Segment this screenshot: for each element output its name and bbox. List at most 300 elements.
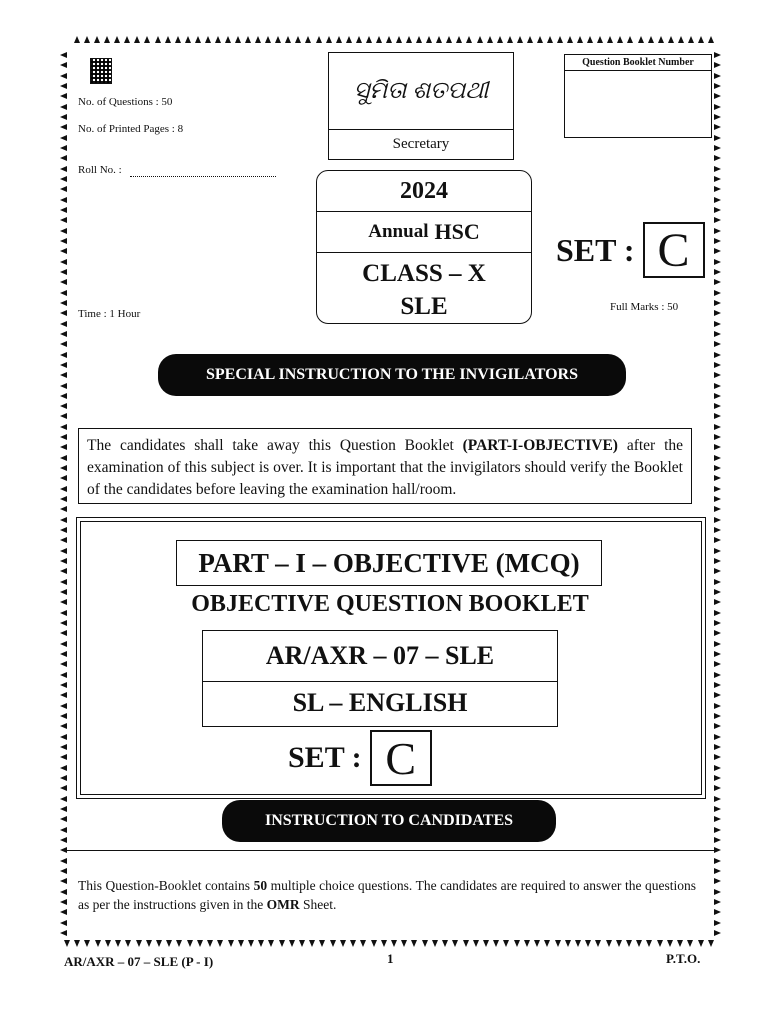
border-triangle <box>309 940 315 947</box>
border-triangle <box>585 940 591 947</box>
border-triangle <box>714 579 721 585</box>
border-triangle <box>60 403 67 409</box>
divider <box>62 850 714 851</box>
roll-no-field[interactable] <box>130 176 276 177</box>
border-triangle <box>714 506 721 512</box>
border-triangle <box>714 599 721 605</box>
border-triangle <box>714 155 721 161</box>
border-triangle <box>708 36 714 43</box>
border-triangle <box>60 806 67 812</box>
border-triangle <box>714 207 721 213</box>
border-triangle <box>60 259 67 265</box>
border-triangle <box>714 713 721 719</box>
set-letter: C <box>643 222 705 278</box>
border-triangle <box>503 940 509 947</box>
border-triangle <box>350 940 356 947</box>
border-triangle <box>330 940 336 947</box>
border-triangle <box>534 940 540 947</box>
border-triangle <box>60 83 67 89</box>
border-triangle <box>483 940 489 947</box>
border-triangle <box>714 558 721 564</box>
question-booklet-number-box[interactable] <box>564 54 712 138</box>
border-triangle <box>165 36 171 43</box>
border-triangle <box>248 940 254 947</box>
border-triangle <box>60 217 67 223</box>
border-triangle <box>714 52 721 58</box>
border-triangle <box>616 940 622 947</box>
border-triangle <box>714 310 721 316</box>
border-triangle <box>401 940 407 947</box>
border-triangle <box>60 506 67 512</box>
border-triangle <box>386 36 392 43</box>
border-triangle <box>422 940 428 947</box>
border-triangle <box>714 93 721 99</box>
border-triangle <box>60 868 67 874</box>
border-triangle <box>60 465 67 471</box>
border-triangle <box>575 940 581 947</box>
bottom-border-triangles <box>64 940 714 948</box>
border-triangle <box>238 940 244 947</box>
border-triangle <box>497 36 503 43</box>
border-triangle <box>371 940 377 947</box>
border-triangle <box>60 837 67 843</box>
border-triangle <box>648 36 654 43</box>
border-triangle <box>60 176 67 182</box>
border-triangle <box>60 713 67 719</box>
border-triangle <box>60 52 67 58</box>
border-triangle <box>60 599 67 605</box>
border-triangle <box>60 135 67 141</box>
border-triangle <box>255 36 261 43</box>
border-triangle <box>714 166 721 172</box>
border-triangle <box>295 36 301 43</box>
border-triangle <box>714 754 721 760</box>
border-triangle <box>677 940 683 947</box>
border-triangle <box>60 331 67 337</box>
border-triangle <box>60 889 67 895</box>
border-triangle <box>60 424 67 430</box>
border-triangle <box>175 36 181 43</box>
border-triangle <box>567 36 573 43</box>
border-triangle <box>360 940 366 947</box>
border-triangle <box>714 703 721 709</box>
border-triangle <box>463 940 469 947</box>
border-triangle <box>527 36 533 43</box>
border-triangle <box>714 692 721 698</box>
border-triangle <box>714 517 721 523</box>
border-triangle <box>587 36 593 43</box>
border-triangle <box>155 36 161 43</box>
border-triangle <box>136 940 142 947</box>
border-triangle <box>714 124 721 130</box>
border-triangle <box>477 36 483 43</box>
border-triangle <box>456 36 462 43</box>
border-triangle <box>60 279 67 285</box>
border-triangle <box>60 672 67 678</box>
question-booklet-number-label: Question Booklet Number <box>565 55 711 71</box>
border-triangle <box>60 434 67 440</box>
border-triangle <box>714 589 721 595</box>
border-triangle <box>268 940 274 947</box>
border-triangle <box>714 909 721 915</box>
border-triangle <box>356 36 362 43</box>
border-triangle <box>714 424 721 430</box>
border-triangle <box>60 197 67 203</box>
border-triangle <box>245 36 251 43</box>
border-triangle <box>714 300 721 306</box>
border-triangle <box>60 248 67 254</box>
border-triangle <box>60 352 67 358</box>
border-triangle <box>104 36 110 43</box>
border-triangle <box>74 36 80 43</box>
border-triangle <box>714 858 721 864</box>
border-triangle <box>714 62 721 68</box>
border-triangle <box>60 796 67 802</box>
border-triangle <box>60 568 67 574</box>
border-triangle <box>60 548 67 554</box>
border-triangle <box>714 114 721 120</box>
border-triangle <box>714 930 721 936</box>
time-label: Time : 1 Hour <box>78 308 141 320</box>
border-triangle <box>714 847 721 853</box>
border-triangle <box>657 940 663 947</box>
border-triangle <box>146 940 152 947</box>
border-triangle <box>336 36 342 43</box>
border-triangle <box>285 36 291 43</box>
border-triangle <box>714 290 721 296</box>
border-triangle <box>714 228 721 234</box>
border-triangle <box>64 940 70 947</box>
border-triangle <box>156 940 162 947</box>
border-triangle <box>507 36 513 43</box>
border-triangle <box>547 36 553 43</box>
border-triangle <box>60 641 67 647</box>
border-triangle <box>714 383 721 389</box>
border-triangle <box>124 36 130 43</box>
border-triangle <box>60 62 67 68</box>
border-triangle <box>714 73 721 79</box>
border-triangle <box>60 362 67 368</box>
border-triangle <box>346 36 352 43</box>
border-triangle <box>714 837 721 843</box>
border-triangle <box>60 145 67 151</box>
border-triangle <box>714 672 721 678</box>
invigilator-text-bold: (PART-I-OBJECTIVE) <box>462 437 618 454</box>
border-triangle <box>626 940 632 947</box>
border-triangle <box>714 548 721 554</box>
border-triangle <box>714 661 721 667</box>
border-triangle <box>60 775 67 781</box>
border-triangle <box>714 827 721 833</box>
border-triangle <box>134 36 140 43</box>
border-triangle <box>235 36 241 43</box>
border-triangle <box>714 785 721 791</box>
border-triangle <box>60 444 67 450</box>
border-triangle <box>396 36 402 43</box>
border-triangle <box>714 568 721 574</box>
border-triangle <box>606 940 612 947</box>
border-triangle <box>95 940 101 947</box>
border-triangle <box>466 36 472 43</box>
border-triangle <box>60 765 67 771</box>
border-triangle <box>60 723 67 729</box>
border-triangle <box>714 413 721 419</box>
invigilator-text: The candidates shall take away this Question Booklet <box>87 437 463 454</box>
border-triangle <box>60 73 67 79</box>
border-triangle <box>94 36 100 43</box>
border-triangle <box>60 620 67 626</box>
border-triangle <box>658 36 664 43</box>
border-triangle <box>714 796 721 802</box>
border-triangle <box>326 36 332 43</box>
border-triangle <box>60 899 67 905</box>
border-triangle <box>60 496 67 502</box>
border-triangle <box>493 940 499 947</box>
border-triangle <box>714 352 721 358</box>
border-triangle <box>714 176 721 182</box>
border-triangle <box>60 579 67 585</box>
border-triangle <box>195 36 201 43</box>
left-border-triangles <box>60 52 68 936</box>
border-triangle <box>60 393 67 399</box>
border-triangle <box>60 228 67 234</box>
paper-code: AR/AXR – 07 – SLE <box>202 630 558 682</box>
border-triangle <box>197 940 203 947</box>
border-triangle <box>524 940 530 947</box>
border-triangle <box>381 940 387 947</box>
border-triangle <box>144 36 150 43</box>
border-triangle <box>714 630 721 636</box>
border-triangle <box>667 940 673 947</box>
border-triangle <box>514 940 520 947</box>
border-triangle <box>678 36 684 43</box>
secretary-signature-box <box>328 52 514 160</box>
border-triangle <box>714 465 721 471</box>
num-printed-pages: No. of Printed Pages : 8 <box>78 123 184 135</box>
border-triangle <box>544 940 550 947</box>
border-triangle <box>411 940 417 947</box>
border-triangle <box>698 36 704 43</box>
border-triangle <box>714 444 721 450</box>
border-triangle <box>366 36 372 43</box>
right-border-triangles <box>714 52 722 936</box>
border-triangle <box>60 475 67 481</box>
border-triangle <box>105 940 111 947</box>
border-triangle <box>714 868 721 874</box>
border-triangle <box>714 816 721 822</box>
border-triangle <box>60 290 67 296</box>
candidates-heading: INSTRUCTION TO CANDIDATES <box>222 800 556 842</box>
border-triangle <box>714 259 721 265</box>
border-triangle <box>714 455 721 461</box>
border-triangle <box>714 135 721 141</box>
border-triangle <box>714 279 721 285</box>
border-triangle <box>714 878 721 884</box>
border-triangle <box>668 36 674 43</box>
border-triangle <box>60 300 67 306</box>
border-triangle <box>60 610 67 616</box>
border-triangle <box>714 217 721 223</box>
qr-code-icon <box>90 58 112 84</box>
border-triangle <box>84 36 90 43</box>
border-triangle <box>376 36 382 43</box>
border-triangle <box>714 765 721 771</box>
border-triangle <box>714 734 721 740</box>
border-triangle <box>60 703 67 709</box>
exam-info-box <box>316 170 532 324</box>
border-triangle <box>340 940 346 947</box>
exam-class: CLASS – X <box>362 260 486 287</box>
border-triangle <box>60 413 67 419</box>
set-label: SET : <box>556 231 635 268</box>
border-triangle <box>617 36 623 43</box>
border-triangle <box>714 775 721 781</box>
border-triangle <box>60 124 67 130</box>
border-triangle <box>557 36 563 43</box>
border-triangle <box>60 692 67 698</box>
border-triangle <box>452 940 458 947</box>
invigilator-heading: SPECIAL INSTRUCTION TO THE INVIGILATORS <box>158 354 626 396</box>
border-triangle <box>84 940 90 947</box>
part-set-letter: C <box>370 730 432 786</box>
border-triangle <box>714 889 721 895</box>
border-triangle <box>517 36 523 43</box>
border-triangle <box>487 36 493 43</box>
border-triangle <box>316 36 322 43</box>
border-triangle <box>597 36 603 43</box>
border-triangle <box>636 940 642 947</box>
border-triangle <box>714 744 721 750</box>
paper-subject: SL – ENGLISH <box>202 680 558 727</box>
set-indicator-part <box>288 730 432 786</box>
border-triangle <box>205 36 211 43</box>
border-triangle <box>714 186 721 192</box>
border-triangle <box>714 104 721 110</box>
border-triangle <box>60 661 67 667</box>
candidate-instructions <box>78 876 696 914</box>
border-triangle <box>714 682 721 688</box>
top-border-triangles <box>74 36 714 44</box>
border-triangle <box>207 940 213 947</box>
border-triangle <box>60 114 67 120</box>
border-triangle <box>688 36 694 43</box>
border-triangle <box>60 517 67 523</box>
border-triangle <box>714 197 721 203</box>
border-triangle <box>305 36 311 43</box>
border-triangle <box>60 920 67 926</box>
border-triangle <box>565 940 571 947</box>
border-triangle <box>638 36 644 43</box>
border-triangle <box>708 940 714 947</box>
border-triangle <box>714 269 721 275</box>
border-triangle <box>60 166 67 172</box>
border-triangle <box>714 393 721 399</box>
border-triangle <box>60 238 67 244</box>
secretary-label: Secretary <box>392 135 450 152</box>
border-triangle <box>60 878 67 884</box>
border-triangle <box>60 455 67 461</box>
signature: ସୁମିତା ଶତପଥୀ <box>329 53 513 130</box>
border-triangle <box>125 940 131 947</box>
exam-subject-code: SLE <box>400 293 448 320</box>
border-triangle <box>60 321 67 327</box>
border-triangle <box>646 940 652 947</box>
border-triangle <box>185 36 191 43</box>
border-triangle <box>714 806 721 812</box>
border-triangle <box>714 475 721 481</box>
border-triangle <box>74 940 80 947</box>
border-triangle <box>60 909 67 915</box>
border-triangle <box>60 558 67 564</box>
border-triangle <box>714 238 721 244</box>
part-set-label: SET : <box>288 741 362 774</box>
candidate-text-3: Sheet. <box>299 897 337 912</box>
border-triangle <box>714 403 721 409</box>
border-triangle <box>714 651 721 657</box>
border-triangle <box>176 940 182 947</box>
border-triangle <box>537 36 543 43</box>
page-number: 1 <box>387 951 394 966</box>
border-triangle <box>714 620 721 626</box>
border-triangle <box>60 527 67 533</box>
border-triangle <box>225 36 231 43</box>
border-triangle <box>714 899 721 905</box>
exam-type <box>317 212 531 253</box>
border-triangle <box>275 36 281 43</box>
border-triangle <box>60 682 67 688</box>
candidate-text-bold-2: OMR <box>266 897 300 912</box>
border-triangle <box>406 36 412 43</box>
border-triangle <box>299 940 305 947</box>
border-triangle <box>60 754 67 760</box>
border-triangle <box>258 940 264 947</box>
invigilator-instructions <box>78 428 692 504</box>
border-triangle <box>215 36 221 43</box>
border-triangle <box>714 248 721 254</box>
border-triangle <box>687 940 693 947</box>
border-triangle <box>432 940 438 947</box>
border-triangle <box>391 940 397 947</box>
invigilator-text-rest: after the examination of this subject is over. It is important that the invigilators should verify the Booklet of the candidates before leaving the examination hall/room. <box>87 437 684 498</box>
border-triangle <box>714 145 721 151</box>
border-triangle <box>60 207 67 213</box>
border-triangle <box>627 36 633 43</box>
roll-no-label: Roll No. : <box>78 164 122 176</box>
border-triangle <box>60 930 67 936</box>
border-triangle <box>60 734 67 740</box>
border-triangle <box>319 940 325 947</box>
border-triangle <box>577 36 583 43</box>
border-triangle <box>60 486 67 492</box>
border-triangle <box>60 372 67 378</box>
border-triangle <box>698 940 704 947</box>
set-indicator-top <box>556 222 705 278</box>
border-triangle <box>60 827 67 833</box>
border-triangle <box>60 104 67 110</box>
border-triangle <box>426 36 432 43</box>
border-triangle <box>60 816 67 822</box>
border-triangle <box>473 940 479 947</box>
exam-hsc: HSC <box>434 219 480 244</box>
exam-annual: Annual <box>368 221 429 242</box>
border-triangle <box>289 940 295 947</box>
border-triangle <box>442 940 448 947</box>
border-triangle <box>60 589 67 595</box>
border-triangle <box>607 36 613 43</box>
border-triangle <box>60 155 67 161</box>
border-triangle <box>166 940 172 947</box>
border-triangle <box>714 362 721 368</box>
